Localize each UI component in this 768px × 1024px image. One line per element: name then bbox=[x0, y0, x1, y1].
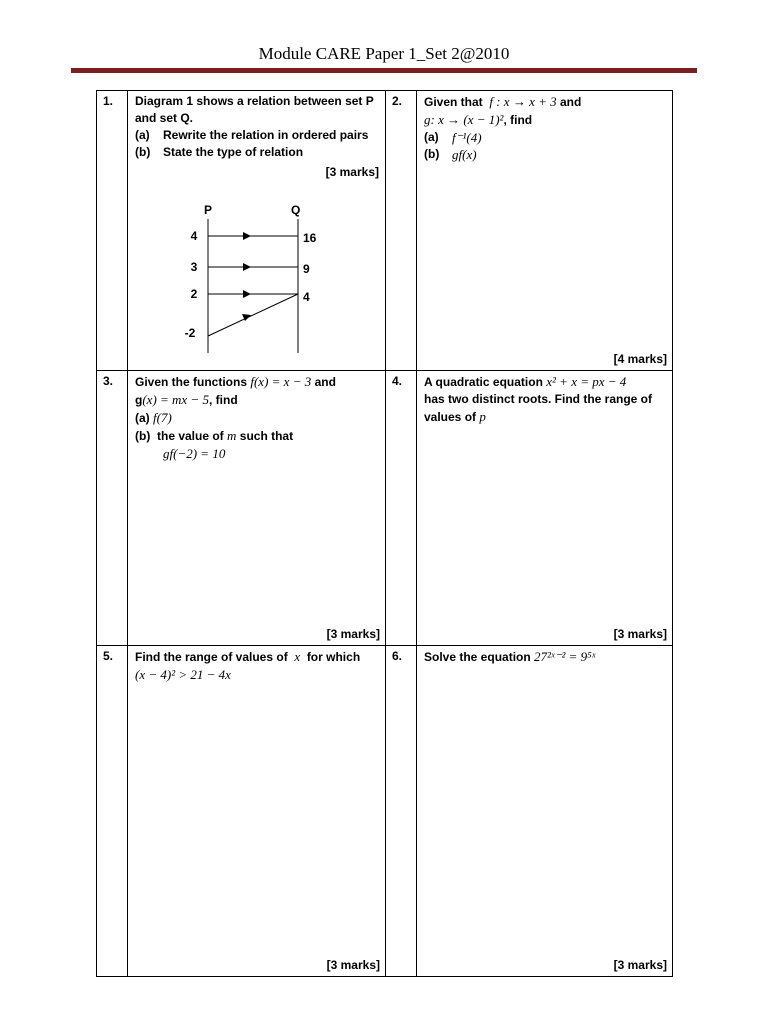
q2-marks: [4 marks] bbox=[613, 352, 667, 366]
q2-math: f : x → x + 3 bbox=[489, 94, 557, 109]
question-5 bbox=[128, 646, 386, 977]
question-3 bbox=[128, 371, 386, 646]
q3-math: m bbox=[227, 428, 237, 443]
q4-text: has two distinct roots. Find the range of values of bbox=[424, 392, 653, 424]
q2-part-b: gf(x) bbox=[452, 147, 477, 162]
q3-text: such that bbox=[239, 429, 294, 443]
q4-math: p bbox=[479, 409, 486, 424]
q3-part-b-label: (b) bbox=[135, 429, 151, 443]
q1-part-a: Rewrite the relation in ordered pairs bbox=[163, 128, 369, 142]
page-header: Module CARE Paper 1_Set 2@2010 bbox=[258, 44, 510, 63]
mapping-arrow bbox=[208, 294, 298, 336]
p-value: -2 bbox=[184, 326, 196, 340]
q5-math: x bbox=[294, 649, 301, 664]
p-value: 4 bbox=[190, 229, 198, 243]
q3-text: g bbox=[135, 393, 143, 407]
q5-text: Find the range of values of bbox=[135, 650, 288, 664]
q2-text: and bbox=[559, 95, 582, 109]
q6-marks: [3 marks] bbox=[613, 958, 667, 972]
question-4 bbox=[417, 371, 673, 646]
question-number: 3. bbox=[97, 371, 128, 646]
q2-text: Given that bbox=[424, 95, 483, 109]
arrowhead bbox=[243, 290, 251, 298]
question-number: 1. bbox=[97, 91, 128, 371]
q1-intro: Diagram 1 shows a relation between set P and set Q. bbox=[135, 94, 374, 125]
q3-text: Given the functions bbox=[135, 375, 248, 389]
question-2 bbox=[417, 91, 673, 371]
q3-math: (x) = mx − 5 bbox=[142, 392, 209, 407]
header-rule bbox=[71, 68, 697, 73]
q5-marks: [3 marks] bbox=[326, 958, 380, 972]
p-value: 3 bbox=[190, 260, 198, 274]
p-value: 2 bbox=[190, 287, 198, 301]
question-6 bbox=[417, 646, 673, 977]
q-value: 16 bbox=[303, 231, 317, 245]
q1-marks: [3 marks] bbox=[325, 165, 379, 179]
q2-part-b-label: (b) bbox=[424, 147, 440, 161]
q3-part-a-label: (a) bbox=[135, 411, 150, 425]
q2-text: , find bbox=[503, 113, 533, 127]
q4-math: x² + x = px − 4 bbox=[546, 374, 627, 389]
q1-part-b-label: (b) bbox=[135, 145, 151, 159]
q2-part-a: f⁻¹(4) bbox=[452, 130, 482, 145]
relation-diagram bbox=[138, 203, 318, 363]
q2-math: g: x → (x − 1)² bbox=[424, 112, 504, 127]
question-number: 5. bbox=[97, 646, 128, 977]
q1-part-a-label: (a) bbox=[135, 128, 150, 142]
arrowhead bbox=[243, 263, 251, 271]
q-value: 9 bbox=[303, 262, 310, 276]
q3-text: , find bbox=[208, 393, 238, 407]
question-number: 2. bbox=[386, 91, 417, 371]
q3-text: the value of bbox=[157, 429, 224, 443]
q1-part-b: State the type of relation bbox=[163, 145, 304, 159]
set-q-label: Q bbox=[291, 203, 301, 217]
q3-marks: [3 marks] bbox=[326, 627, 380, 641]
q4-text: A quadratic equation bbox=[424, 375, 543, 389]
q3-text: and bbox=[314, 375, 336, 389]
set-p-label: P bbox=[204, 203, 213, 217]
arrowhead bbox=[243, 232, 251, 240]
q6-text: Solve the equation bbox=[424, 650, 531, 664]
q2-part-a-label: (a) bbox=[424, 130, 439, 144]
q3-part-a: f(7) bbox=[153, 410, 172, 425]
q4-marks: [3 marks] bbox=[613, 627, 667, 641]
q5-math: (x − 4)² > 21 − 4x bbox=[135, 667, 231, 682]
question-1 bbox=[128, 91, 386, 371]
question-number: 6. bbox=[386, 646, 417, 977]
q3-math: f(x) = x − 3 bbox=[250, 374, 312, 389]
q-value: 4 bbox=[303, 290, 310, 304]
q6-math: 27²ˣ⁻² = 9⁵ˣ bbox=[534, 649, 596, 664]
question-number: 4. bbox=[386, 371, 417, 646]
q3-equation: gf(−2) = 10 bbox=[163, 446, 226, 461]
question-table bbox=[96, 90, 673, 977]
q5-text: for which bbox=[306, 650, 361, 664]
